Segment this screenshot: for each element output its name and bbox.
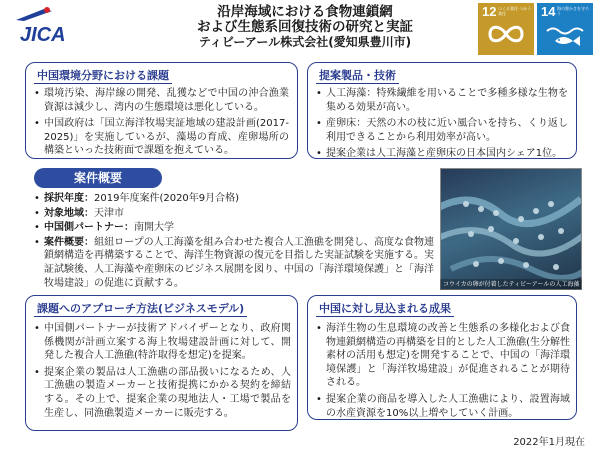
list-item: • 提案企業の製品は人工漁礁の部品扱いになるため、人工漁礁の製造メーカーと技術提携にかかる契約を締結する。その上で、提案企業の現地法人・工場で製品を生産し、同漁礁製造メーカーに販売する。 <box>34 366 291 420</box>
jica-logo-text: JICA <box>20 24 66 46</box>
product-title: 提案製品・技術 <box>316 69 399 84</box>
overview-label: 対象地域： <box>44 207 94 219</box>
list-item: • 中国政府は「国立海洋牧場実証地域の建設計画(2017-2025)」を実施しているが、藻場の育成、産卵場所の構築といった技術面で課題を抱えている。 <box>34 117 289 158</box>
sdg-number: 14 <box>541 4 556 19</box>
results-title: 中国に対し見込まれる成果 <box>316 302 454 317</box>
header-title-block <box>150 5 460 50</box>
sdg-number: 12 <box>482 4 497 19</box>
overview-title: 案件概要 <box>34 168 162 188</box>
jica-flag-icon <box>14 6 54 22</box>
overview-value: 天津市 <box>94 207 124 219</box>
results-box <box>307 295 577 420</box>
overview-value: 2019年度案件(2020年9月合格) <box>94 193 240 204</box>
overview-list <box>34 192 434 291</box>
results-list <box>316 322 570 423</box>
company-name: ティビーアール株式会社(愛知県豊川市) <box>198 35 412 49</box>
infinity-icon <box>486 23 526 45</box>
sdg-14-badge <box>537 3 593 55</box>
overview-label: 案件概要： <box>44 236 95 248</box>
list-item: • 海洋生物の生息環境の改善と生態系の多様化および食物連鎖網構造の再構築を目的とした人工漁礁(生分解性素材の活用も想定)を開発することで、中国の「海洋環境保護」と「海洋牧場建設」が促進されることが期待される。 <box>316 322 570 390</box>
overview-value: 南開大学 <box>134 222 174 234</box>
list-item: • 環境汚染、海岸線の開発、乱獲などで中国の沖合漁業資源は減少し、湾内の生態環境は悪化している。 <box>34 87 289 114</box>
jica-logo <box>14 6 80 50</box>
artificial-seaweed-photo <box>440 168 582 290</box>
approach-list <box>34 322 291 423</box>
overview-item <box>34 207 434 221</box>
list-item: • 人工海藻：特殊繊維を用いることで多種多様な生物を集める効果が高い。 <box>316 87 568 114</box>
fish-wave-icon <box>545 23 585 49</box>
list-item: • 提案企業の商品を導入した人工漁礁により、設置海域の水産資源を10%以上増やしていく計画。 <box>316 393 570 420</box>
overview-label: 中国側パートナー： <box>44 222 134 234</box>
product-box <box>307 62 577 159</box>
issue-box <box>25 62 298 159</box>
list-item: • 提案企業は人工海藻と産卵床の日本国内シェア1位。 <box>316 147 568 161</box>
overview-item <box>34 192 434 206</box>
sdg-label: つくる責任 つかう責任 <box>498 6 532 16</box>
seaweed-image-icon <box>441 169 582 290</box>
issue-title: 中国環境分野における課題 <box>34 69 172 84</box>
overview-label: 採択年度： <box>44 193 94 204</box>
title-line2: および生態系回復技術の研究と実証 <box>197 19 413 35</box>
overview-item <box>34 236 434 290</box>
approach-box <box>25 295 298 431</box>
title-line1: 沿岸海域における食物連鎖網 <box>217 4 393 20</box>
sdg-label: 海の豊かさを守ろう <box>557 6 589 16</box>
photo-caption: コウイカの卵が付着したティビーアールの人工海藻 <box>440 279 582 290</box>
issue-list <box>34 87 289 161</box>
overview-item <box>34 221 434 235</box>
approach-title: 課題へのアプローチ方法(ビジネスモデル) <box>34 302 247 317</box>
as-of-date: 2022年1月現在 <box>513 437 585 448</box>
list-item: • 中国側パートナーが技術アドバイザーとなり、政府関係機関が計画立案する海上牧場建設計画に対して、開発した複合人工漁礁(特許取得を想定)を提案。 <box>34 322 291 363</box>
overview-value: 組紐ロープの人工海藻を組み合わせた複合人工漁礁を開発し、高度な食物連鎖網構造を再構築することで、海洋生物資源の復元を目指した実証試験を実施する。実証試験後、人工海藻や産卵床のビジネス展開を図り、中国の「海洋環境保護」と「海洋牧場建設」の促進に貢献する。 <box>44 236 435 289</box>
product-list <box>316 87 568 164</box>
list-item: • 産卵床：天然の木の枝に近い風合いを持ち、くり返し利用できることから利用効率が高い。 <box>316 117 568 144</box>
sdg-12-badge <box>478 3 534 55</box>
